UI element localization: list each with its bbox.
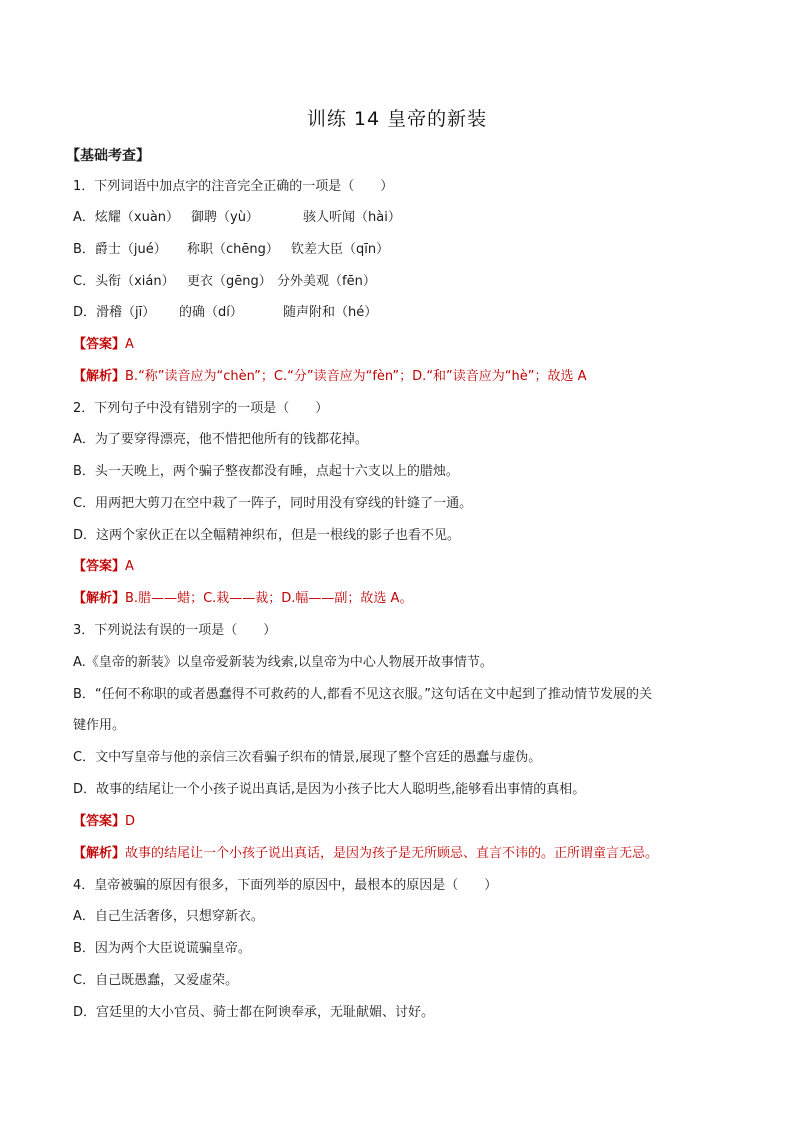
q4-option-c: C．自己既愚蠢，又爱虚荣。	[73, 973, 239, 988]
analysis-text: 故事的结尾让一个小孩子说出真话，是因为孩子是无所顾忌、直言不讳的。正所谓童言无忌。	[125, 846, 659, 861]
analysis-text: B.腊——蜡；C.栽——裁；D.幅——副；故选 A。	[125, 591, 413, 606]
q3-stem: 3．下列说法有误的一项是（ ）	[73, 623, 277, 638]
q2-option-a: A．为了要穿得漂亮，他不惜把他所有的钱都花掉。	[73, 432, 368, 447]
q1-answer	[73, 336, 734, 354]
answer-label: 【答案】	[73, 337, 126, 352]
q1-option-b	[73, 241, 734, 259]
q1-d-part1: D．滑稽（jī）	[73, 305, 156, 320]
q4-option-b: B．因为两个大臣说谎骗皇帝。	[73, 941, 251, 956]
q4-stem: 4．皇帝被骗的原因有很多，下面列举的原因中，最根本的原因是（ ）	[73, 878, 498, 893]
q3-option-b-line2: 键作用。	[73, 718, 126, 733]
q1-stem: 1．下列词语中加点字的注音完全正确的一项是（ ）	[73, 179, 394, 194]
q1-d-part3: 随声附和（hé）	[283, 305, 378, 320]
answer-value: A	[125, 337, 134, 352]
q1-a-part2: 御聘（yù）	[191, 210, 259, 225]
q1-analysis	[73, 368, 734, 386]
page-title: 训练 14 皇帝的新装	[306, 108, 488, 130]
q3-option-a: A.《皇帝的新装》以皇帝爱新装为线索,以皇帝为中心人物展开故事情节。	[73, 655, 493, 670]
q1-a-part3: 骇人听闻（hài）	[303, 210, 401, 225]
answer-label: 【答案】	[73, 814, 126, 829]
q1-a-part1: A．炫耀（xuàn）	[73, 210, 180, 225]
q2-option-d: D．这两个家伙正在以全幅精神织布，但是一根线的影子也看不见。	[73, 528, 461, 543]
q1-c-part1: C．头衔（xián）	[73, 274, 175, 289]
q2-stem: 2．下列句子中没有错别字的一项是（ ）	[73, 401, 329, 416]
q4-option-d: D．宫廷里的大小官员、骑士都在阿谀奉承，无耻献媚、讨好。	[73, 1005, 435, 1020]
analysis-label: 【解析】	[73, 369, 126, 384]
q3-answer	[73, 813, 734, 831]
q1-option-a	[73, 209, 734, 227]
analysis-text: B.“称”读音应为“chèn”；C.“分”读音应为“fèn”；D.“和”读音应为“hè”；故选 A	[125, 369, 587, 384]
q1-b-part2: 称职（chēng）	[187, 242, 279, 257]
q3-analysis	[73, 845, 734, 863]
q1-b-part1: B．爵士（jué）	[73, 242, 167, 257]
answer-value: A	[125, 559, 134, 574]
answer-label: 【答案】	[73, 559, 126, 574]
q1-option-c	[73, 273, 734, 291]
section-heading: 【基础考查】	[66, 148, 150, 164]
q3-option-d: D．故事的结尾让一个小孩子说出真话,是因为小孩子比大人聪明些,能够看出事情的真相。	[73, 782, 586, 797]
q1-c-part2: 更衣（gēng）	[187, 274, 272, 289]
analysis-label: 【解析】	[73, 846, 126, 861]
analysis-label: 【解析】	[73, 591, 126, 606]
q2-option-c: C．用两把大剪刀在空中栽了一阵子，同时用没有穿线的针缝了一通。	[73, 496, 473, 511]
q1-d-part2: 的确（dí）	[179, 305, 243, 320]
answer-value: D	[125, 814, 136, 829]
q2-analysis	[73, 590, 734, 608]
q2-option-b: B．头一天晚上，两个骗子整夜都没有睡，点起十六支以上的腊烛。	[73, 464, 459, 479]
q1-option-d	[73, 304, 734, 322]
q1-b-part3: 钦差大臣（qīn）	[291, 242, 390, 257]
q4-option-a: A．自己生活奢侈，只想穿新衣。	[73, 909, 264, 924]
q2-answer	[73, 558, 734, 576]
q1-c-part3: 分外美观（fēn）	[277, 274, 376, 289]
q3-option-b-line1: B．“任何不称职的或者愚蠢得不可救药的人,都看不见这衣服。”这句话在文中起到了推动情节发展的关	[73, 687, 653, 702]
q3-option-c: C．文中写皇帝与他的亲信三次看骗子织布的情景,展现了整个宫廷的愚蠢与虚伪。	[73, 750, 542, 765]
